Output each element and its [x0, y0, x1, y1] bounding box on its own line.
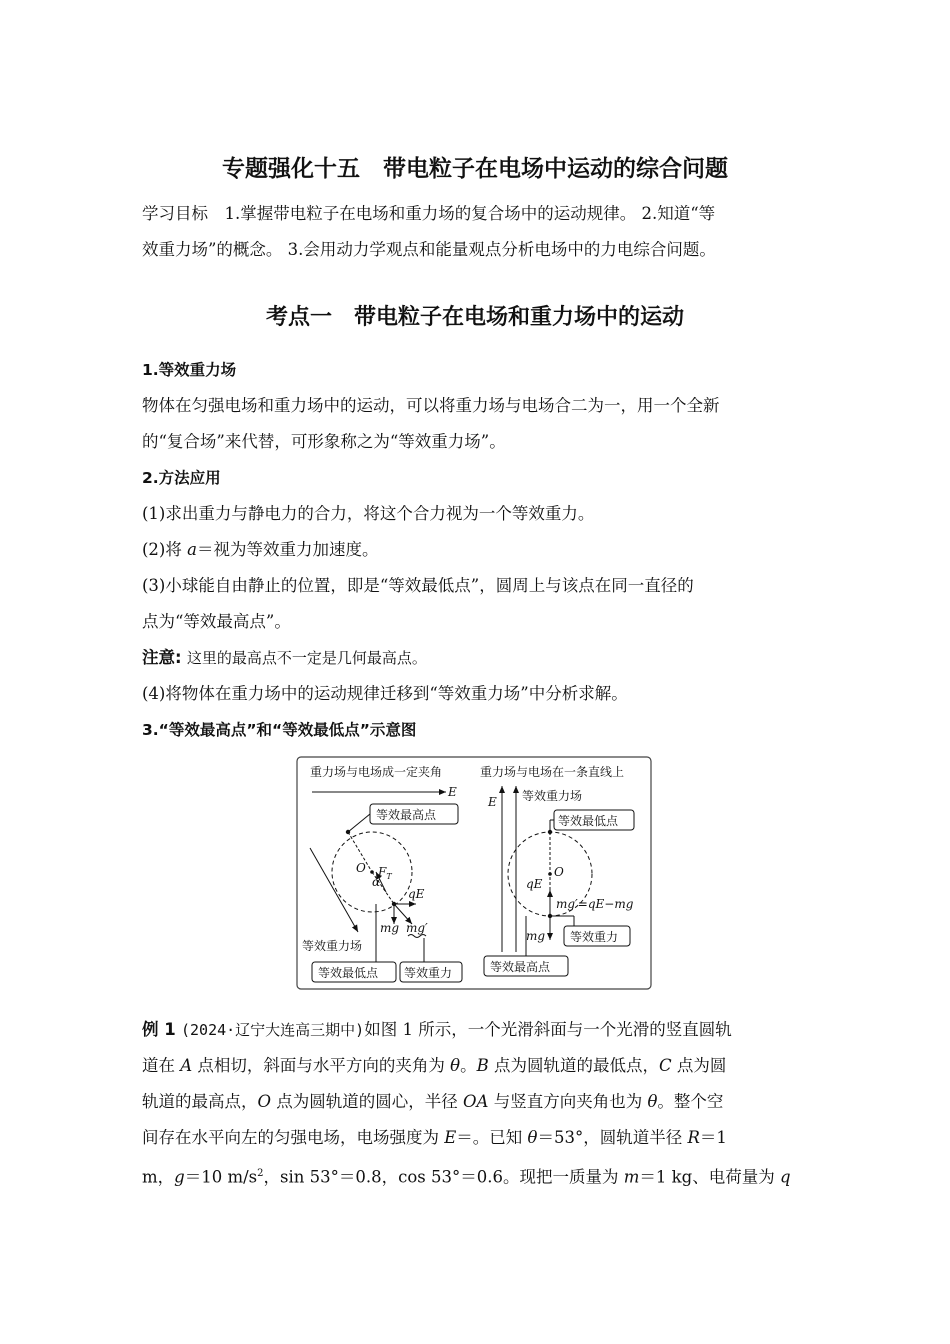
goals-label: 学习目标	[142, 204, 208, 223]
left-gravity-label: 等效重力	[404, 966, 453, 980]
eq-field-arrow-left	[310, 848, 358, 932]
left-top-label: 等效最高点	[376, 808, 437, 822]
example-line-2: 道在 A 点相切，斜面与水平方向的夹角为 θ。B 点为圆轨道的最低点，C 点为圆	[142, 1056, 727, 1075]
mg-label-left: mg	[380, 921, 400, 935]
example-line-1: 例 1 (2024·辽宁大连高三期中)如图 1 所示，一个光滑斜面与一个光滑的竖直圆轨	[142, 1020, 732, 1039]
method-3-line-1: (3)小球能自由静止的位置，即是“等效最低点”，圆周上与该点在同一直径的	[142, 576, 694, 595]
mgp-eq-label: mg′=qE−mg	[556, 897, 634, 911]
page-title: 专题强化十五 带电粒子在电场中运动的综合问题	[222, 156, 728, 182]
e-label-right: E	[488, 795, 497, 809]
example-1	[142, 1012, 812, 1196]
right-gravity-label: 等效重力	[570, 930, 619, 944]
subheading-1: 1.等效重力场	[142, 361, 237, 379]
ft-label: $F_T$	[378, 865, 392, 881]
para-1-line-1: 物体在匀强电场和重力场中的运动，可以将重力场与电场合二为一，用一个全新	[142, 396, 720, 415]
method-2: (2)将 a＝视为等效重力加速度。	[142, 540, 379, 559]
mg-label-right: mg	[526, 929, 546, 943]
left-o-label: O	[356, 861, 366, 875]
right-low-label: 等效最低点	[558, 814, 619, 828]
qe-label-right: qE	[526, 877, 543, 891]
left-bottom-label: 等效最低点	[318, 966, 379, 980]
right-title: 重力场与电场在一条直线上	[480, 765, 625, 779]
subheading-3: 3.“等效最高点”和“等效最低点”示意图	[142, 721, 417, 739]
note: 注意: 这里的最高点不一定是几何最高点。	[142, 648, 427, 667]
example-line-5: m，g＝10 $m/s^2$，sin 53°＝0.8，cos 53°＝0.6。现把一质量为 m＝1 kg、电荷量为 q	[142, 1167, 791, 1187]
subheading-2: 2.方法应用	[142, 469, 221, 487]
qe-label-left: qE	[408, 887, 425, 901]
example-line-4: 间存在水平向左的匀强电场，电场强度为 E＝。已知 θ＝53°，圆轨道半径 R＝1	[142, 1128, 727, 1147]
example-line-3: 轨道的最高点，O 点为圆轨道的圆心，半径 OA 与竖直方向夹角也为 θ。整个空	[142, 1092, 724, 1111]
goals-line-2: 效重力场”的概念。 3.会用动力学观点和能量观点分析电场中的力电综合问题。	[142, 240, 716, 259]
section-title: 考点一 带电粒子在电场和重力场中的运动	[265, 305, 684, 330]
method-3-line-2: 点为“等效最高点”。	[142, 612, 291, 631]
goals-line-1: 学习目标 1.掌握带电粒子在电场和重力场的复合场中的运动规律。 2.知道“等	[142, 204, 716, 223]
equivalent-points-diagram	[296, 756, 652, 990]
right-field-label: 等效重力场	[522, 789, 583, 803]
e-label-left: E	[448, 785, 457, 799]
method-4: (4)将物体在重力场中的运动规律迁移到“等效重力场”中分析求解。	[142, 684, 628, 703]
section-body	[142, 352, 812, 748]
learning-goals	[142, 196, 812, 268]
right-o-label: O	[554, 865, 564, 879]
mgp-label: mg′	[406, 921, 428, 935]
alpha-label: α	[372, 875, 381, 889]
para-1-line-2: 的“复合场”来代替，可形象称之为“等效重力场”。	[142, 432, 506, 451]
left-field-label: 等效重力场	[302, 939, 363, 953]
method-1: (1)求出重力与静电力的合力，将这个合力视为一个等效重力。	[142, 504, 595, 523]
left-top-leader	[348, 814, 370, 832]
right-high-label: 等效最高点	[490, 960, 551, 974]
left-title: 重力场与电场成一定夹角	[310, 765, 443, 779]
